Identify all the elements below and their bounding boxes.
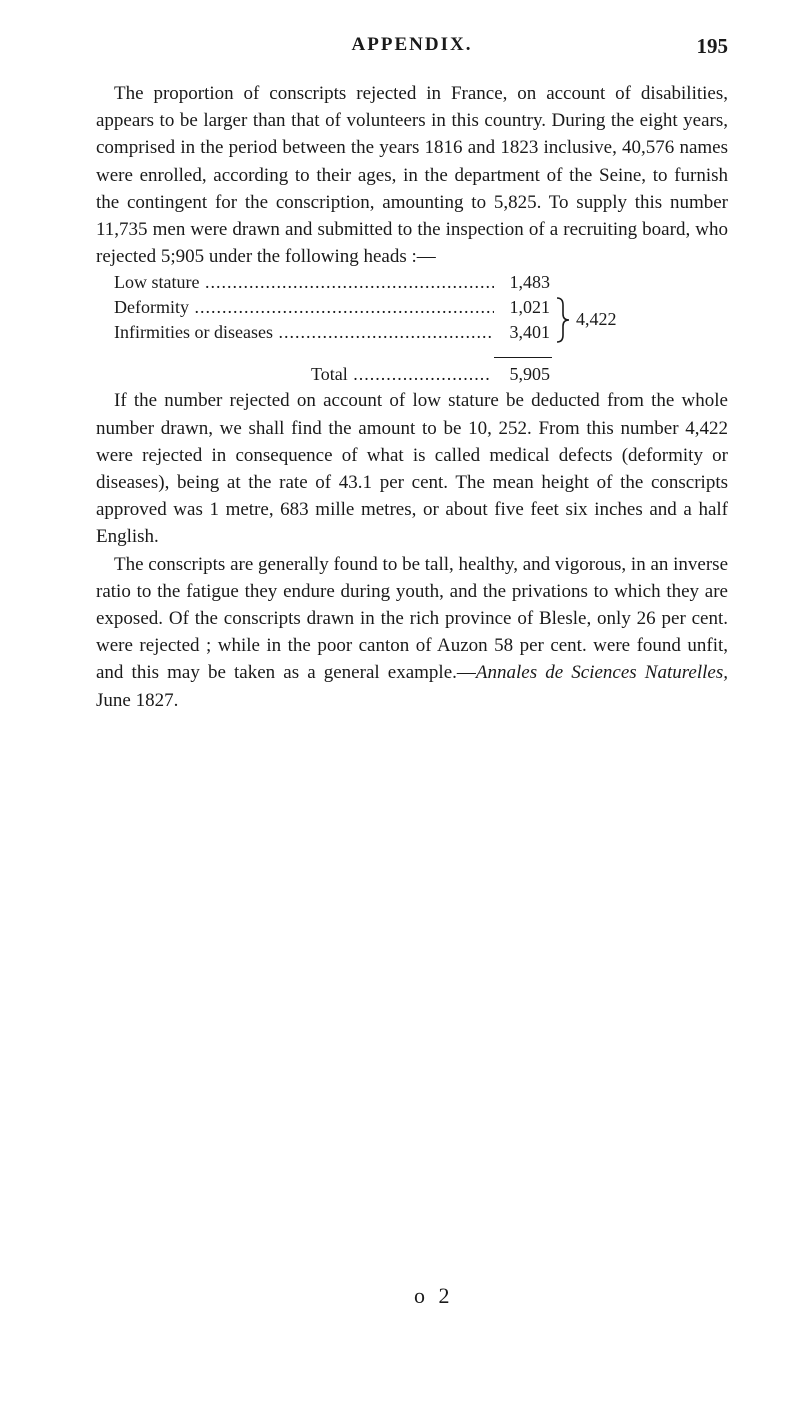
sum-rule-row (96, 345, 728, 361)
citation-date: June 1827. (96, 689, 179, 711)
sum-rule (494, 357, 552, 358)
body-text (96, 80, 728, 714)
running-title: APPENDIX. (351, 34, 473, 55)
citation-title: Annales de Sciences Naturelles, (475, 662, 728, 684)
row-label-infirmities: Infirmities or diseases ..... (114, 320, 504, 345)
row-label-low-stature: Low stature ..... (114, 270, 504, 295)
row-label-deformity: Deformity ..... (114, 295, 504, 320)
total-value: 5,905 (494, 361, 550, 387)
table-total-row (96, 361, 728, 387)
paragraph-conscript-health-text: The conscripts are generally found to be tall, healthy, and vigorous, in an inverse ratio to the fatigue they endure during youth, and the privations to which they are exposed. Of the conscripts drawn in the rich province of Blesle, only 26 per cent. were rejected ; while in the poor canton of Auzon 58 per cent. were found unfit, and this may be taken as a general example.— (96, 553, 728, 684)
table-row (96, 320, 728, 345)
rejection-table (96, 270, 728, 387)
paragraph-conscript-health (96, 551, 728, 714)
right-brace-icon (554, 295, 574, 345)
bracket-subtotal: 4,422 (576, 309, 617, 330)
paragraph-conscripts-intro: The proportion of conscripts rejected in France, on account of disabilities, appears to be larger than that of volunteers in this country. During the eight years, comprised in the period between the years 1816 and 1823 inclusive, 40,576 names were enrolled, according to their ages, in the department of the Seine, to furnish the contingent for the conscription, amounting to 5,825. To supply this number 11,735 men were drawn and submitted to the inspection of a recruiting board, who rejected 5;905 under the following heads :— (96, 83, 728, 268)
table-row (96, 295, 728, 320)
table-row (96, 270, 728, 295)
total-label: Total ..... (311, 361, 491, 387)
row-value-low-stature: 1,483 (494, 270, 550, 295)
row-value-infirmities: 3,401 (494, 320, 550, 345)
signature-mark: o 2 (414, 1283, 454, 1308)
page-number: 195 (696, 34, 728, 58)
row-value-deformity: 1,021 (494, 295, 550, 320)
paragraph-medical-defects: If the number rejected on account of low stature be deducted from the whole number drawn, we shall find the amount to be 10, 252. From this number 4,422 were rejected in consequence of what is called medical defects (deformity or diseases), being at the rate of 43.1 per cent. The mean height of the conscripts approved was 1 metre, 683 mille metres, or about five feet six inches and a half English. (96, 390, 728, 548)
running-head (96, 34, 728, 60)
